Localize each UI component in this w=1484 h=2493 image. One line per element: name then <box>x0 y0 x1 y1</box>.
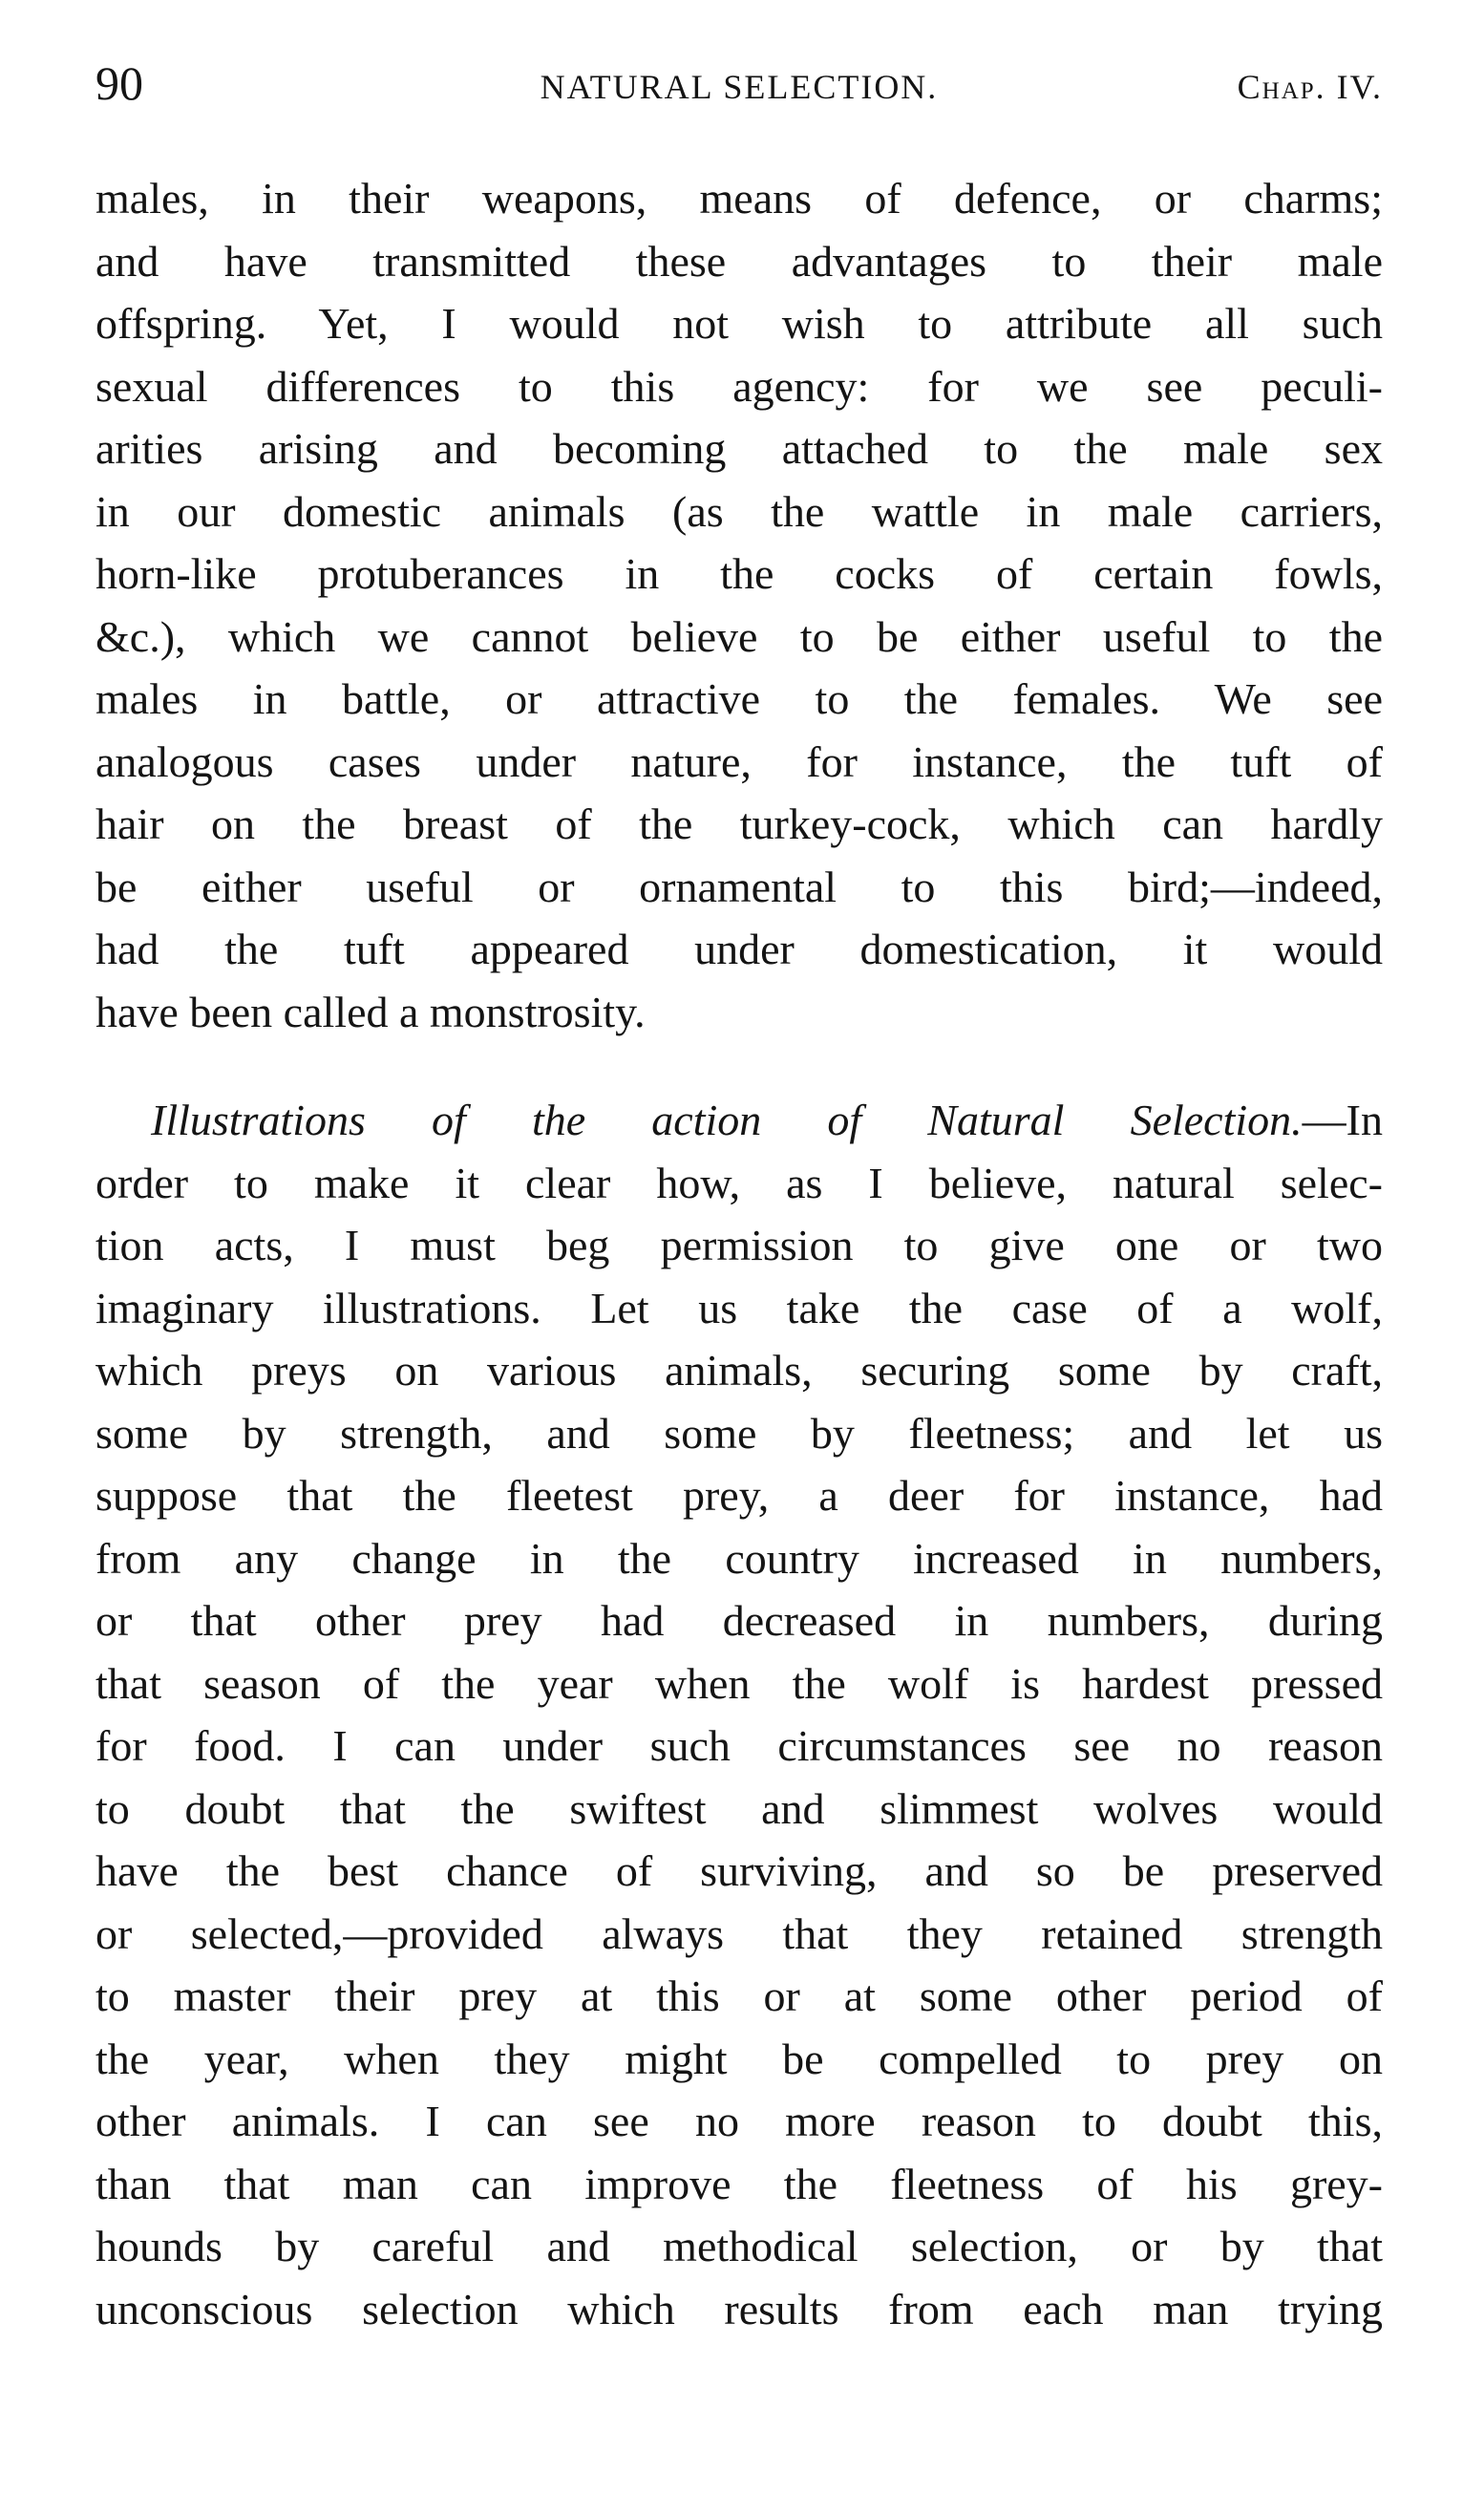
text-line: to doubt that the swiftest and slimmest wolves would <box>95 1783 1383 1833</box>
text-line: arities arising and becoming attached to the male sex <box>95 424 1383 473</box>
text-line: for food. I can under such circumstances see no reason <box>95 1721 1383 1770</box>
text-line: analogous cases under nature, for instance, the tuft of <box>95 736 1383 786</box>
running-title: NATURAL SELECTION. <box>540 68 939 106</box>
text-line: which preys on various animals, securing some by craft, <box>95 1346 1383 1395</box>
text-line: hounds by careful and methodical selection, or by that <box>95 2222 1383 2270</box>
text-line: that season of the year when the wolf is hardest pressed <box>95 1658 1383 1708</box>
text-line: other animals. I can see no more reason to doubt this, <box>95 2097 1383 2145</box>
running-head <box>95 50 1383 117</box>
text-line: sexual differences to this agency: for we see peculi- <box>95 361 1383 411</box>
text-line: tion acts, I must beg permission to give one or two <box>95 1221 1383 1269</box>
text-line: &c.), which we cannot believe to be either useful to the <box>95 611 1383 661</box>
text-line: have the best chance of surviving, and so be preserved <box>95 1846 1383 1895</box>
paragraph-2 <box>95 1089 1383 2340</box>
text-line: and have transmitted these advantages to their male <box>95 236 1383 286</box>
section-heading-line <box>95 1089 1383 1152</box>
text-line: from any change in the country increased in numbers, <box>95 1533 1383 1583</box>
text-line: hair on the breast of the turkey-cock, which can hardly <box>95 799 1383 848</box>
text-line: some by strength, and some by fleetness; and let us <box>95 1408 1383 1458</box>
text-line: the year, when they might be compelled to prey on <box>95 2034 1383 2083</box>
text-line: have been called a monstrosity. <box>95 987 646 1036</box>
text-line: or selected,—provided always that they retained strength <box>95 1908 1383 1958</box>
section-title-dash: —In <box>1302 1096 1383 1144</box>
text-line: than that man can improve the fleetness of his grey- <box>95 2159 1383 2208</box>
text-line: or that other prey had decreased in numbers, during <box>95 1596 1383 1645</box>
text-line: to master their prey at this or at some other period of <box>95 1971 1383 2020</box>
text-line: suppose that the fleetest prey, a deer for instance, had <box>95 1471 1383 1520</box>
text-line: males in battle, or attractive to the females. We see <box>95 674 1383 723</box>
section-title: Illustrations of the action of Natural Selection. <box>151 1096 1303 1144</box>
text-line: be either useful or ornamental to this bird;—indeed, <box>95 862 1383 911</box>
text-line: had the tuft appeared under domestication, it would <box>95 925 1383 973</box>
paragraph-1 <box>95 167 1383 1043</box>
text-line: in our domestic animals (as the wattle in male carriers, <box>95 486 1383 536</box>
text-line: order to make it clear how, as I believe, natural selec- <box>95 1158 1383 1207</box>
page-number: 90 <box>95 56 143 110</box>
text-line: imaginary illustrations. Let us take the case of a wolf, <box>95 1283 1383 1332</box>
text-line: unconscious selection which results from each man trying <box>95 2284 1383 2333</box>
text-line: males, in their weapons, means of defence, or charms; <box>95 174 1383 223</box>
text-line: offspring. Yet, I would not wish to attribute all such <box>95 299 1383 348</box>
text-line: horn-like protuberances in the cocks of certain fowls, <box>95 549 1383 598</box>
chapter-label: Chap. IV. <box>1237 68 1383 106</box>
